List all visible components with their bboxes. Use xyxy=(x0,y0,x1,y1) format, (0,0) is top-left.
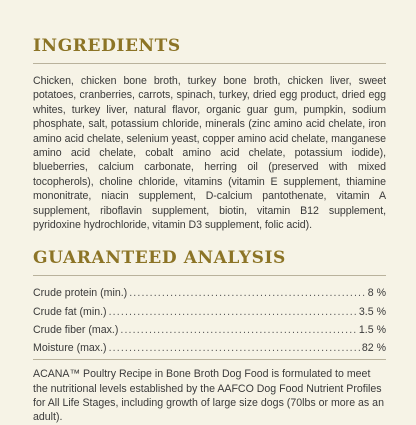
analysis-label: Moisture (max.) xyxy=(33,342,107,355)
dot-leader xyxy=(109,341,360,355)
analysis-value: 82 % xyxy=(361,342,386,355)
guaranteed-analysis-table xyxy=(33,286,386,355)
dot-leader xyxy=(129,286,366,300)
ingredients-heading: INGREDIENTS xyxy=(33,36,181,56)
analysis-value: 8 % xyxy=(367,287,386,300)
analysis-value: 3.5 % xyxy=(358,305,386,318)
guaranteed-analysis-heading: GUARANTEED ANALYSIS xyxy=(33,248,286,269)
analysis-row-crude-fat xyxy=(33,305,386,319)
analysis-row-moisture xyxy=(33,341,386,355)
analysis-label: Crude protein (min.) xyxy=(33,287,128,300)
analysis-label: Crude fiber (max.) xyxy=(33,323,119,336)
analysis-label: Crude fat (min.) xyxy=(33,305,107,318)
guaranteed-analysis-bottom-divider xyxy=(33,359,386,360)
analysis-row-crude-fiber xyxy=(33,323,386,337)
guaranteed-analysis-divider xyxy=(33,275,386,276)
ingredients-divider xyxy=(33,63,386,64)
aafco-statement: ACANA™ Poultry Recipe in Bone Broth Dog Food is formulated to meet the nutritional levels established by the AAFCO Dog Food Nutrient Profiles for All Life Stages, including growth of large size dogs (70lbs or more as an adult). xyxy=(33,368,384,424)
dot-leader xyxy=(120,323,357,337)
dot-leader xyxy=(109,305,357,319)
ingredients-list: Chicken, chicken bone broth, turkey bone broth, chicken liver, sweet potatoes, cranberries, carrots, spinach, turkey, dried egg product, dried egg whites, turkey liver, natural flavor, organic guar gum, pumpkin, sodium phosphate, salt, potassium chloride, minerals (zinc amino acid chelate, iron amino acid chelate, selenium yeast, copper amino acid chelate, manganese amino acid chelate, cobalt amino acid chelate, potassium iodide), blueberries, calcium carbonate, herring oil (preserved with mixed tocopherols), choline chloride, vitamins (vitamin E supplement, thiamine mononitrate, niacin supplement, D-calcium pantothenate, vitamin A supplement, riboflavin supplement, biotin, vitamin B12 supplement, pyridoxine hydrochloride, vitamin D3 supplement, folic acid). xyxy=(33,75,386,232)
analysis-value: 1.5 % xyxy=(358,323,386,336)
analysis-row-crude-protein xyxy=(33,286,386,300)
